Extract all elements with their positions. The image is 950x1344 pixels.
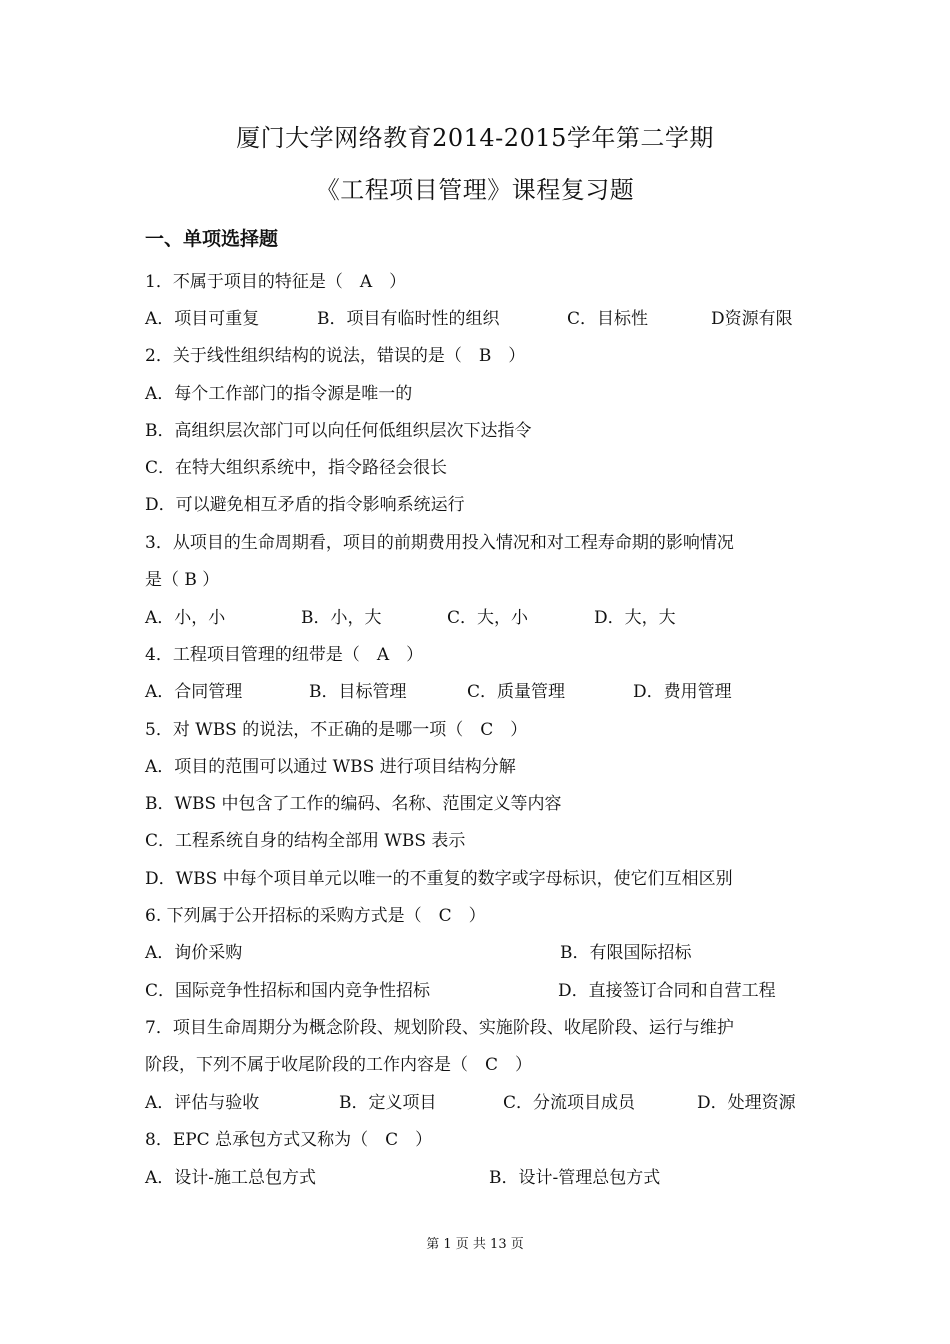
question-8: 8．EPC 总承包方式又称为（ C ）	[145, 1130, 433, 1150]
question-6-options-row-2	[145, 980, 810, 1002]
question-6-options-row-1	[145, 942, 810, 964]
question-3-options	[145, 607, 810, 629]
question-4-options	[145, 681, 810, 703]
option-a: A．合同管理	[145, 682, 243, 702]
option-b: B．设计-管理总包方式	[489, 1168, 661, 1188]
question-4: 4．工程项目管理的纽带是（ A ）	[145, 645, 424, 665]
question-7-options	[145, 1092, 810, 1114]
option-b: B．项目有临时性的组织	[317, 309, 500, 329]
question-1-options	[145, 308, 810, 330]
option-d: D资源有限	[711, 309, 793, 329]
option-b: B．目标管理	[309, 682, 407, 702]
option-a: A．设计-施工总包方式	[145, 1168, 317, 1188]
option-b: B．有限国际招标	[560, 943, 692, 963]
question-2-option-d: D．可以避免相互矛盾的指令影响系统运行	[145, 495, 465, 515]
page-footer: 第 1 页 共 13 页	[426, 1237, 524, 1252]
question-5: 5．对 WBS 的说法，不正确的是哪一项（ C ）	[145, 720, 528, 740]
question-3-line-1: 3．从项目的生命周期看，项目的前期费用投入情况和对工程寿命期的影响情况	[145, 533, 734, 553]
option-c: C．分流项目成员	[503, 1093, 636, 1113]
question-5-option-b: B．WBS 中包含了工作的编码、名称、范围定义等内容	[145, 794, 562, 814]
option-c: C．大，小	[447, 608, 529, 628]
option-b: B．小，大	[301, 608, 382, 628]
question-3-line-2: 是（ B ）	[145, 570, 220, 590]
option-d: D．大，大	[594, 608, 676, 628]
question-2-option-a: A．每个工作部门的指令源是唯一的	[145, 384, 413, 404]
option-a: A．评估与验收	[145, 1093, 260, 1113]
question-5-option-d: D．WBS 中每个项目单元以唯一的不重复的数字或字母标识，使它们互相区别	[145, 869, 733, 889]
question-8-options	[145, 1167, 810, 1189]
question-7-line-1: 7．项目生命周期分为概念阶段、规划阶段、实施阶段、收尾阶段、运行与维护	[145, 1018, 734, 1038]
option-a: A．小，小	[145, 608, 226, 628]
option-a: A．项目可重复	[145, 309, 260, 329]
option-b: B．定义项目	[339, 1093, 437, 1113]
option-a: A．询价采购	[145, 943, 243, 963]
option-d: D．直接签订合同和自营工程	[558, 981, 776, 1001]
question-1: 1．不属于项目的特征是（ A ）	[145, 272, 407, 292]
option-d: D．费用管理	[633, 682, 732, 702]
question-6: 6. 下列属于公开招标的采购方式是（ C ）	[145, 906, 486, 926]
option-c: C．国际竞争性招标和国内竞争性招标	[145, 981, 431, 1001]
question-5-option-c: C．工程系统自身的结构全部用 WBS 表示	[145, 831, 466, 851]
question-7-line-2: 阶段，下列不属于收尾阶段的工作内容是（ C ）	[145, 1055, 533, 1075]
question-5-option-a: A．项目的范围可以通过 WBS 进行项目结构分解	[145, 757, 516, 777]
question-2-option-b: B．高组织层次部门可以向任何低组织层次下达指令	[145, 421, 532, 441]
section-heading: 一、单项选择题	[145, 228, 279, 250]
option-c: C．目标性	[567, 309, 649, 329]
document-title: 厦门大学网络教育2014-2015学年第二学期	[236, 124, 714, 152]
document-subtitle: 《工程项目管理》课程复习题	[315, 176, 635, 204]
question-2-option-c: C．在特大组织系统中，指令路径会很长	[145, 458, 448, 478]
question-2: 2．关于线性组织结构的说法，错误的是（ B ）	[145, 346, 526, 366]
option-d: D．处理资源	[697, 1093, 796, 1113]
option-c: C．质量管理	[467, 682, 566, 702]
